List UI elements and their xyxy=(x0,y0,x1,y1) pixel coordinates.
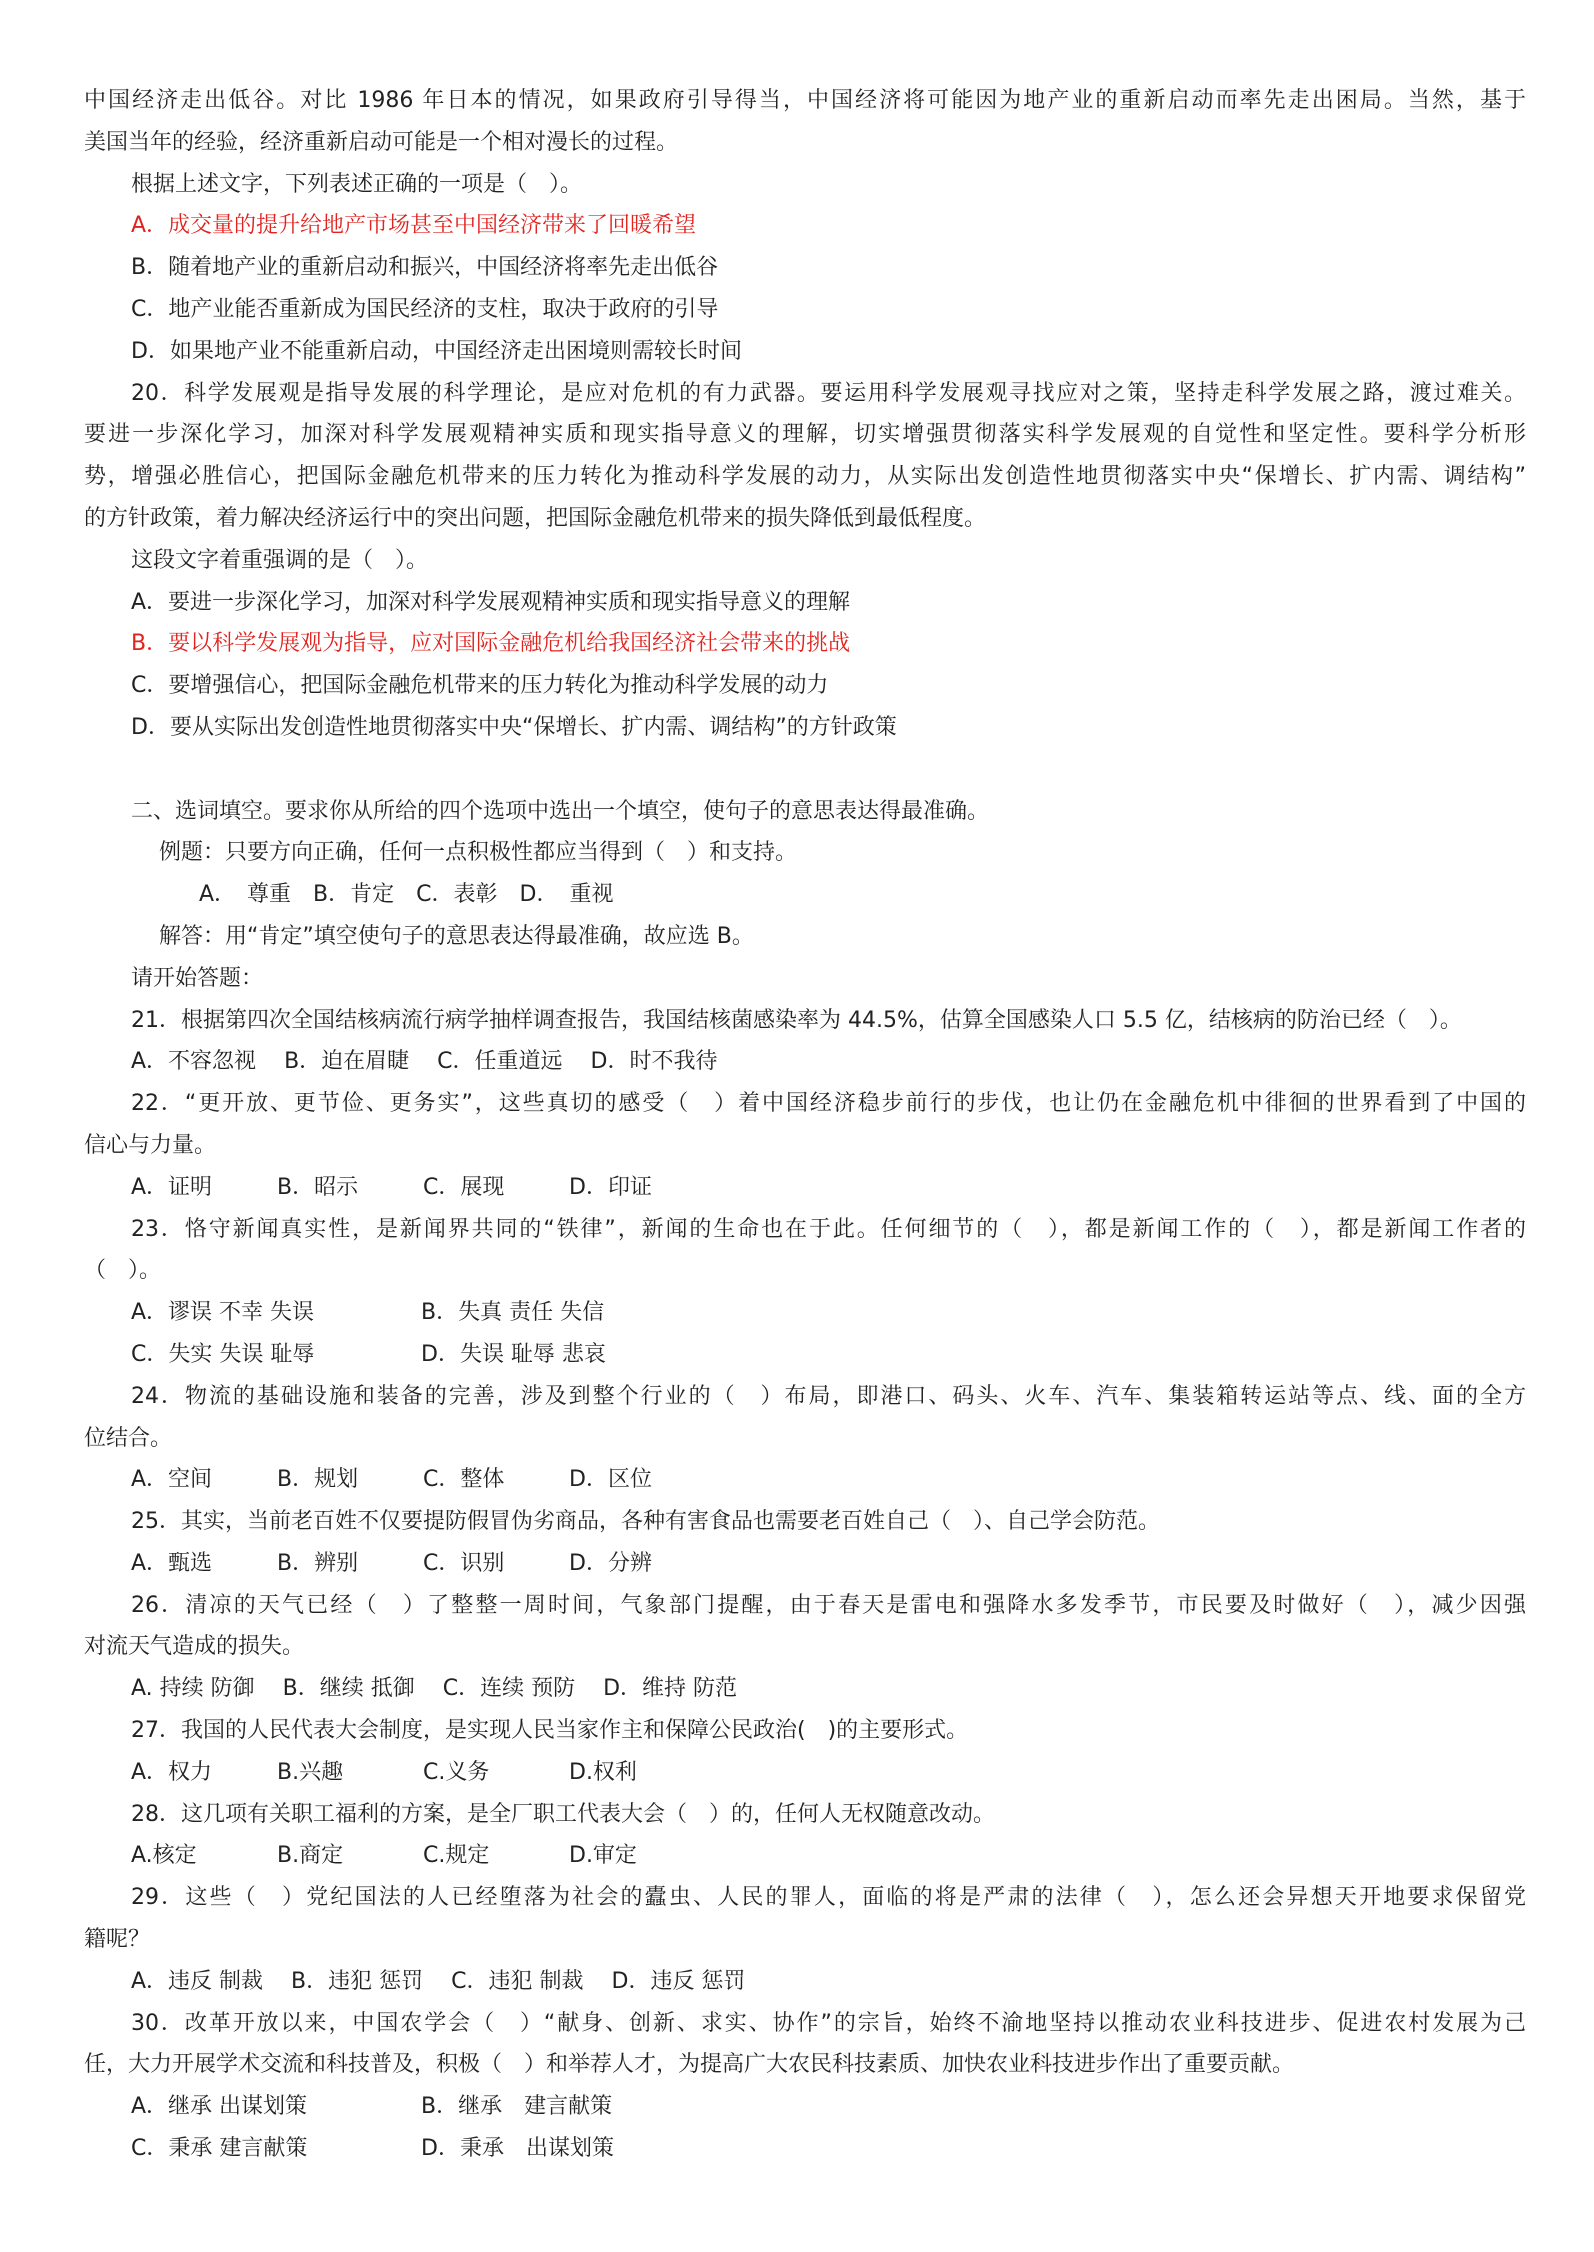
answer-option: A．不容忽视 xyxy=(131,1049,257,1075)
question-text-line: 23．恪守新闻真实性，是新闻界共同的“铁律”，新闻的生命也在于此。任何细节的（ ），都是新闻工作的（ ），都是新闻工作者的 xyxy=(131,1216,1526,1242)
options-row xyxy=(84,1167,1526,1209)
question-text-line: 籍呢？ xyxy=(84,1927,151,1953)
answer-option: C．要增强信心，把国际金融危机带来的压力转化为推动科学发展的动力 xyxy=(131,673,829,699)
question-stem: 28．这几项有关职工福利的方案，是全厂职工代表大会（ ）的，任何人无权随意改动。 xyxy=(131,1801,995,1827)
question-text-line: 位结合。 xyxy=(84,1425,173,1451)
correct-answer-option: A．成交量的提升给地产市场甚至中国经济带来了回暖希望 xyxy=(131,213,697,239)
question-stem: 根据上述文字，下列表述正确的一项是（ ）。 xyxy=(131,171,583,197)
question-text-line: 信心与力量。 xyxy=(84,1132,217,1158)
answer-option: D.权利 xyxy=(569,1759,637,1785)
answer-option: D．区位 xyxy=(569,1467,652,1493)
answer-option: A．继承 出谋划策 xyxy=(131,2094,308,2120)
example-text: 解答：用“肯定”填空使句子的意思表达得最准确，故应选 B。 xyxy=(159,923,754,949)
answer-option: A．谬误 不幸 失误 xyxy=(131,1300,315,1326)
answer-option: C．识别 xyxy=(423,1550,505,1576)
question-text-line: 24．物流的基础设施和装备的完善，涉及到整个行业的（ ）布局，即港口、码头、火车、汽车、集装箱转运站等点、线、面的全方 xyxy=(131,1383,1526,1409)
answer-option: C．秉承 建言献策 xyxy=(131,2136,308,2162)
answer-option: A．违反 制裁 xyxy=(131,1968,264,1994)
answer-option: C．整体 xyxy=(423,1467,505,1493)
question-text-line: 30．改革开放以来，中国农学会（ ）“献身、创新、求实、协作”的宗旨，始终不渝地坚持以推动农业科技进步、促进农村发展为己 xyxy=(131,2010,1526,2036)
question-stem: 25．其实，当前老百姓不仅要提防假冒伪劣商品，各种有害食品也需要老百姓自己（ ）、自己学会防范。 xyxy=(131,1509,1160,1535)
correct-answer-option: B．要以科学发展观为指导，应对国际金融危机给我国经济社会带来的挑战 xyxy=(131,631,851,657)
answer-option: D．失误 耻辱 悲哀 xyxy=(421,1341,606,1367)
options-row xyxy=(84,2086,1526,2128)
answer-option: A．权力 xyxy=(131,1759,213,1785)
answer-option: C.规定 xyxy=(423,1843,490,1869)
question-text-line: 的方针政策，着力解决经济运行中的突出问题，把国际金融危机带来的损失降低到最低程度。 xyxy=(84,505,987,531)
answer-option: D．秉承 出谋划策 xyxy=(421,2136,614,2162)
answer-option: A．空间 xyxy=(131,1467,213,1493)
options-row xyxy=(84,1292,1526,1334)
answer-option: D．违反 惩罚 xyxy=(611,1968,746,1994)
answer-option: B．昭示 xyxy=(277,1174,359,1200)
answer-option: C．连续 预防 xyxy=(442,1676,576,1702)
answer-option: D．如果地产业不能重新启动，中国经济走出困境则需较长时间 xyxy=(131,338,742,364)
answer-option: C．失实 失误 耻辱 xyxy=(131,1341,315,1367)
answer-option: B．继承 建言献策 xyxy=(421,2094,613,2120)
options-row xyxy=(84,1543,1526,1585)
answer-option: B．违犯 惩罚 xyxy=(291,1968,424,1994)
answer-option: B．辨别 xyxy=(277,1550,359,1576)
answer-option: A. 持续 防御 xyxy=(131,1676,255,1702)
example-options: A． 尊重 B．肯定 C．表彰 D． 重视 xyxy=(199,882,614,908)
question-text-line: 22．“更开放、更节俭、更务实”，这些真切的感受（ ）着中国经济稳步前行的步伐，也让仍在金融危机中徘徊的世界看到了中国的 xyxy=(131,1091,1526,1117)
answer-option: B．失真 责任 失信 xyxy=(421,1300,605,1326)
answer-option: C．展现 xyxy=(423,1174,505,1200)
options-row xyxy=(84,1835,1526,1877)
question-stem: 21．根据第四次全国结核病流行病学抽样调查报告，我国结核菌感染率为 44.5%，估算全国感染人口 5.5 亿，结核病的防治已经（ ）。 xyxy=(131,1007,1462,1033)
options-row xyxy=(84,1334,1526,1376)
document-page xyxy=(84,80,1526,2170)
question-text-line: 对流天气造成的损失。 xyxy=(84,1634,305,1660)
question-stem: 二、选词填空。要求你从所给的四个选项中选出一个填空，使句子的意思表达得最准确。 xyxy=(131,798,990,824)
answer-option: C．违犯 制裁 xyxy=(451,1968,584,1994)
options-row xyxy=(84,2128,1526,2170)
question-stem: 请开始答题： xyxy=(131,965,264,991)
answer-option: A．甄选 xyxy=(131,1550,213,1576)
answer-option: D．时不我待 xyxy=(590,1049,718,1075)
answer-option: C．地产业能否重新成为国民经济的支柱，取决于政府的引导 xyxy=(131,296,719,322)
answer-option: B.兴趣 xyxy=(277,1759,344,1785)
question-text-line: 势，增强必胜信心，把国际金融危机带来的压力转化为推动科学发展的动力，从实际出发创造性地贯彻落实中央“保增长、扩内需、调结构” xyxy=(84,464,1526,490)
question-text-line: 29．这些（ ）党纪国法的人已经堕落为社会的蠹虫、人民的罪人，面临的将是严肃的法律（ ），怎么还会异想天开地要求保留党 xyxy=(131,1885,1526,1911)
options-row xyxy=(84,1041,1526,1083)
answer-option: B．规划 xyxy=(277,1467,359,1493)
answer-option: B．继续 抵御 xyxy=(282,1676,415,1702)
answer-option: B．随着地产业的重新启动和振兴，中国经济将率先走出低谷 xyxy=(131,255,719,281)
options-row xyxy=(84,1459,1526,1501)
answer-option: D.审定 xyxy=(569,1843,637,1869)
options-row xyxy=(84,1961,1526,2003)
answer-option: D．印证 xyxy=(569,1174,652,1200)
question-stem: 这段文字着重强调的是（ ）。 xyxy=(131,547,429,573)
question-text-line: 要进一步深化学习，加深对科学发展观精神实质和现实指导意义的理解，切实增强贯彻落实科学发展观的自觉性和坚定性。要科学分析形 xyxy=(84,422,1526,448)
question-text-line: 26．清凉的天气已经（ ）了整整一周时间，气象部门提醒，由于春天是雷电和强降水多发季节，市民要及时做好（ ），减少因强 xyxy=(131,1592,1526,1618)
answer-option: A．要进一步深化学习，加深对科学发展观精神实质和现实指导意义的理解 xyxy=(131,589,851,615)
answer-option: D．维持 防范 xyxy=(603,1676,738,1702)
answer-option: C．任重道远 xyxy=(437,1049,563,1075)
passage-text-line: 美国当年的经验，经济重新启动可能是一个相对漫长的过程。 xyxy=(84,129,679,155)
question-stem: 27．我国的人民代表大会制度，是实现人民当家作主和保障公民政治( )的主要形式。 xyxy=(131,1718,969,1744)
answer-option: C.义务 xyxy=(423,1759,490,1785)
answer-option: D．分辨 xyxy=(569,1550,652,1576)
answer-option: D．要从实际出发创造性地贯彻落实中央“保增长、扩内需、调结构”的方针政策 xyxy=(131,714,897,740)
passage-text-line: 中国经济走出低谷。对比 1986 年日本的情况，如果政府引导得当，中国经济将可能因为地产业的重新启动而率先走出困局。当然，基于 xyxy=(84,88,1526,113)
options-row xyxy=(84,1752,1526,1794)
question-text-line: 任，大力开展学术交流和科技普及，积极（ ）和举荐人才，为提高广大农民科技素质、加快农业科技进步作出了重要贡献。 xyxy=(84,2052,1295,2078)
answer-option: B．迫在眉睫 xyxy=(284,1049,410,1075)
options-row xyxy=(84,1668,1526,1710)
answer-option: B.商定 xyxy=(277,1843,344,1869)
question-text-line: （ ）。 xyxy=(84,1258,162,1284)
example-text: 例题：只要方向正确，任何一点积极性都应当得到（ ）和支持。 xyxy=(159,840,798,866)
answer-option: A.核定 xyxy=(131,1843,197,1869)
blank-line xyxy=(84,749,1526,791)
answer-option: A．证明 xyxy=(131,1174,213,1200)
question-text-line: 20．科学发展观是指导发展的科学理论，是应对危机的有力武器。要运用科学发展观寻找应对之策，坚持走科学发展之路，渡过难关。 xyxy=(131,380,1526,406)
